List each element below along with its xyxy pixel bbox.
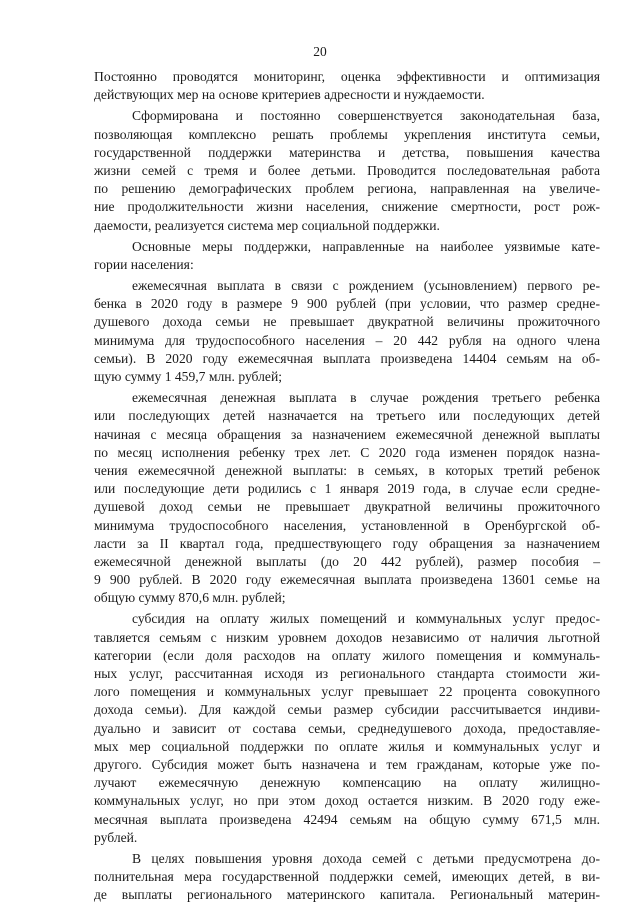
text-line: действующих мер на основе критериев адресности и нуждаемости. <box>94 87 485 103</box>
text-line: Основные меры поддержки, направленные на наиболее уязвимые кате- <box>132 238 600 254</box>
text-line: тавляется семьям с низким уровнем доходов независимо от наличия льготной <box>94 629 600 645</box>
text-line: даемости, реализуется система мер социальной поддержки. <box>94 217 440 233</box>
text-line: бенка в 2020 году в размере 9 900 рублей (при условии, что размер средне- <box>94 296 600 312</box>
text-line: позволяющая комплексно решать проблемы укрепления института семьи, <box>94 126 600 142</box>
text-line: минимума трудоспособного населения, установленной в Оренбургской об- <box>94 517 600 533</box>
text-line: государственной поддержки материнства и детства, повышения качества <box>94 144 600 160</box>
text-line: дуально и зависит от состава семьи, среднедушевого дохода, предоставляе- <box>94 720 600 736</box>
text-line: ежемесячная выплата в связи с рождением (усыновлением) первого ре- <box>132 278 600 294</box>
text-line: В целях повышения уровня дохода семей с детьми предусмотрена до- <box>132 850 600 866</box>
text-line: де выплаты регионального материнского капитала. Региональный материн- <box>94 887 600 903</box>
text-line: или последующие дети родились с 1 января 2019 года, в случае если средне- <box>94 481 600 497</box>
text-line: по месяц исполнения ребенку трех лет. С 2020 года изменен порядок назна- <box>94 444 600 460</box>
text-line: мых мер социальной поддержки по оплате жилья и коммунальных услуг и <box>94 738 600 754</box>
text-line: минимума для трудоспособного населения – 20 442 рубля на одного члена <box>94 332 600 348</box>
text-line: рублей. <box>94 829 138 845</box>
text-line: дохода семьи). Для каждой семьи размер субсидии рассчитывается индиви- <box>94 702 600 718</box>
text-line: душевого дохода семьи не превышает двукратной величины прожиточного <box>94 314 600 330</box>
text-line: общую сумму 870,6 млн. рублей; <box>94 590 286 606</box>
text-line: полнительная мера государственной поддержки семей, имеющих детей, в ви- <box>94 869 600 885</box>
text-line: ежемесячной денежной выплаты (до 20 442 рублей), размер пособия – <box>94 553 600 569</box>
text-line: месячная выплата произведена 42494 семьям на общую сумму 671,5 млн. <box>94 811 600 827</box>
page-number: 20 <box>313 44 327 59</box>
text-line: Постоянно проводятся мониторинг, оценка эффективности и оптимизация <box>94 69 600 84</box>
text-line: коммунальных услуг, но при этом доход остается низким. В 2020 году еже- <box>94 793 600 809</box>
text-line: жизни семей с тремя и более детьми. Проводится последовательная работа <box>94 162 600 178</box>
text-line: семьи). В 2020 году ежемесячная выплата произведена 14404 семьям на об- <box>94 350 600 366</box>
text-line: ние продолжительности жизни населения, снижение смертности, рост рож- <box>94 199 600 215</box>
body-text <box>94 68 600 904</box>
text-line: по решению демографических проблем региона, направленная на увеличе- <box>94 181 600 197</box>
text-line: чения ежемесячной денежной выплаты: в семьях, в которых третий ребенок <box>94 462 600 478</box>
text-line: 9 900 рублей. В 2020 году ежемесячная выплата произведена 13601 семье на <box>94 572 600 588</box>
text-line: щую сумму 1 459,7 млн. рублей; <box>94 369 283 384</box>
text-line: Сформирована и постоянно совершенствуется законодательная база, <box>132 108 600 124</box>
text-line: ных услуг, рассчитанная исходя из регионального стандарта стоимости жи- <box>94 666 600 681</box>
text-line: душевой доход семьи не превышает двукратной величины прожиточного <box>94 499 600 515</box>
text-line: ежемесячная денежная выплата в случае рождения третьего ребенка <box>132 390 600 406</box>
text-line: или последующих детей назначается на третьего или последующих детей <box>94 408 600 424</box>
text-line: категории (если доля расходов на оплату жилого помещения и коммуналь- <box>94 647 600 663</box>
text-line: лого помещения и коммунальных услуг превышает 22 процента совокупного <box>94 684 600 700</box>
text-line: гории населения: <box>94 256 194 272</box>
text-line: ласти за II квартал года, предшествующего году обращения за назначением <box>94 535 600 551</box>
text-line: начиная с месяца обращения за назначением ежемесячной денежной выплаты <box>94 426 600 442</box>
text-line: другого. Субсидия может быть назначена и тем гражданам, которые уже по- <box>94 756 600 772</box>
text-line: лучают ежемесячную денежную компенсацию на оплату жилищно- <box>94 775 600 791</box>
text-line: субсидия на оплату жилых помещений и коммунальных услуг предос- <box>132 611 600 627</box>
